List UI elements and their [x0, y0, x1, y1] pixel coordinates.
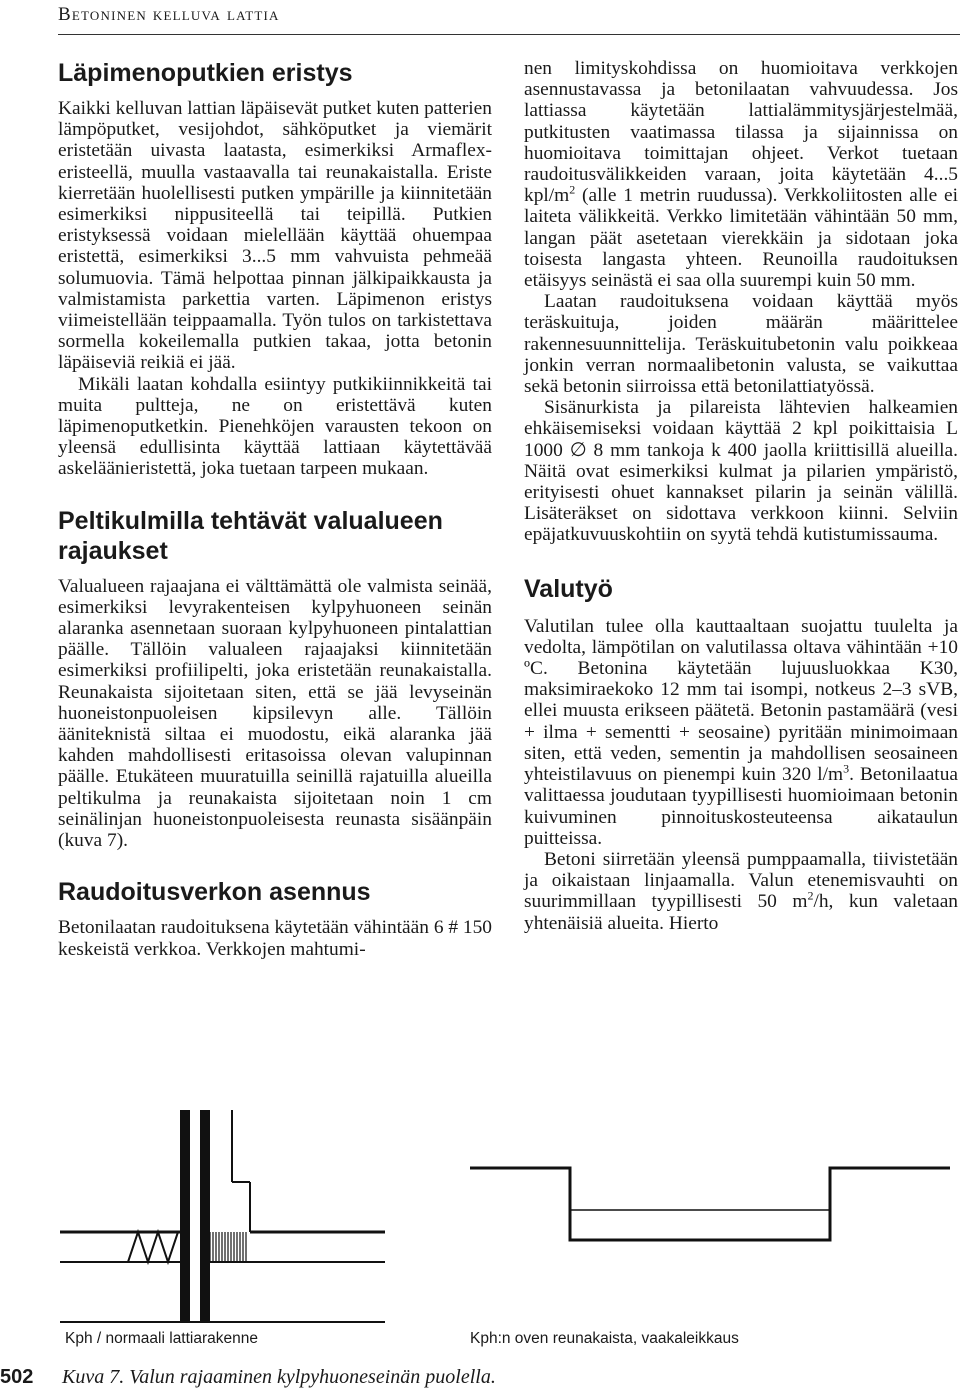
paragraph-text: nen limityskohdissa on huomioitava verkkojen asennustavassa ja betonilaatan vahvuudessa. Jos lattiassa käytetään lattialämmitysjärjestelmää, putkitusten vaatimassa tilassa ja sijainnissa on huomioitava toimittajan ohjeet. Verkot tuetaan raudoitusvälikkeiden varaan, joita käytetään 4...5 kpl/m: [524, 58, 958, 207]
superscript: 2: [807, 888, 814, 903]
right-column: [524, 58, 958, 934]
superscript: 3: [843, 761, 850, 776]
running-head: Betoninen kelluva lattia: [58, 4, 280, 25]
insulation-zigzag: [128, 1232, 178, 1262]
paragraph-text: Valutilan tulee olla kauttaaltaan suojattu tuulelta ja vedolta, lämpötilan on valutilassa oltava vähintään +10 ºC. Betonina käytetään lujuusluokkaa K30, maksimiraekoko 12 mm tai isompi, notkeus 2–3 sVB, ellei muusta erikseen päätetä. Betonin pastamäärä (vesi + ilma + sementti + seosaine) pyritään minimoimaan siten, että veden, sementin ja mahdollisen seosaineen yhteistilavuus on pienempi kuin 320 l/m: [524, 615, 958, 786]
superscript: 2: [569, 182, 576, 197]
paragraph: Sisänurkista ja pilareista lähtevien halkeamien ehkäisemiseksi voidaan käyttää 2 kpl poikittaisia L 1000 ∅ 8 mm tankoja k 400 jaolla kriittisillä alueilla. Näitä ovat esimerkiksi kulmat ja pilarien ympäristö, erityisesti ohuet kannakset pilarin ja seinän välillä. Lisäteräkset on sidottava verkkoon kiinni. Selviin epäjatkuvuuskohtiin on syytä tehdä kutistumissauma.: [524, 397, 958, 546]
left-column: [58, 58, 492, 960]
paragraph: [524, 849, 958, 934]
paragraph: Kaikki kelluvan lattian läpäisevät putket kuten patterien lämpöputket, vesijohdot, sähköputket ja viemärit eristetään uivasta laatasta, esimerkiksi Armaflex-eristeellä, muulla vastaavalla tai reunakaistalla. Eriste kierretään huolellisesti putken ympärille ja kiinnitetään esimerkiksi nippusiteellä tai teipillä. Putkien eristyksessä voidaan mielellään käyttää ohuempaa eristettä, esimerkiksi 3...5 mm vahvuista pehmeää solumuovia. Tämä helpottaa pinnan jälkipaikkausta ja valmistamista parkettia varten. Läpimenon eristys viimeistellään teippaamalla. Työn tulos on tarkistettava sormella kokeilemalla putkien takaa, jotta betonin läpäiseviä reikiä ei jää.: [58, 98, 492, 374]
paragraph: Mikäli laatan kohdalla esiintyy putkikiinnikkeitä tai muita pultteja, ne on eristettävä kuten läpimenoputketkin. Pienehköjen varausten tekoon on yleensä edullisinta käyttää lattiaan käytettävää askeläänieristettä, joka tuetaan tarpeen mukaan.: [58, 373, 492, 480]
wall-section: [180, 1110, 190, 1322]
right-detail-drawing: [470, 1168, 950, 1240]
section-title-raudoitusverkon-asennus: Raudoitusverkon asennus: [58, 878, 371, 907]
figure-7: [0, 1090, 960, 1350]
paragraph: [524, 616, 958, 849]
section-title-valutyo: Valutyö: [524, 574, 613, 603]
paragraph: [524, 58, 958, 291]
figure-label-left: Kph / normaali lattiarakenne: [65, 1330, 259, 1347]
paragraph: Laatan raudoituksena voidaan käyttää myös teräskuituja, joiden määrän määrittelee rakennesuunnittelija. Teräskuitubetonin valu poikkeaa jonkin verran normaalibetonin valusta, se vaikuttaa sekä betonin siirroissa että betonilattiatyössä.: [524, 291, 958, 398]
paragraph-text: . Betonilaatua valittaessa joudutaan tyypillisesti huomioimaan betonin kuivuminen pinnoituskosteuteensa aikataulun puitteissa.: [524, 764, 958, 849]
paragraph-text: (alle 1 metrin ruudussa). Verkkoliitosten alle ei laiteta välikkeitä. Verkko limitetään vähintään 50 mm, langan päät asetetaan vierekkäin ja sidotaan joka toisesta langasta yhteen. Reunoilla raudoituksen etäisyys seinästä ei saa olla suurempi kuin 50 mm.: [524, 185, 958, 292]
paragraph: Betonilaatan raudoituksena käytetään vähintään 6 # 150 keskeistä verkkoa. Verkkojen mahtumi-: [58, 917, 492, 960]
page-number: 502: [0, 1366, 34, 1388]
wall-section: [200, 1110, 210, 1322]
paragraph-text: /h, kun valetaan yhtenäisiä alueita. Hierto: [524, 891, 959, 934]
paragraph-text: Betoni siirretään yleensä pumppaamalla, tiivistetään ja oikaistaan linjaamalla. Valun etenemisvauhti on suurimmillaan tyypillisesti 50 m: [524, 848, 958, 913]
left-detail-drawing: [60, 1110, 385, 1322]
header-rule: [58, 34, 960, 35]
paragraph: Valualueen rajaajana ei välttämättä ole valmista seinää, esimerkiksi levyrakenteisen kylpyhuoneen seinän alaranka asennetaan suoraan kylpyhuoneen pintalattian päälle. Tällöin valualeen rajaajaksi kiinnitetään esimerkiksi profiilipelti, joka eristetään reunakaistalla. Reunakaista sijoitetaan siten, että se jää levyseinän huoneistonpuoleisen kipsilevyn alle. Tällöin ääniteknistä siltaa ei muodostu, eikä alaranka jää kahden mahdollisesti eritasoissa olevan valupinnan päälle. Etukäteen muuratuilla seinillä rajatuilla alueilla peltikulma ja reunakaista sijoitetaan noin 1 cm seinälinjan huoneistonpuoleisesta reunasta sisäänpäin (kuva 7).: [58, 575, 492, 852]
figure-drawing: [0, 1090, 960, 1350]
slab-hatching: [210, 1232, 246, 1262]
door-profile-line: [470, 1168, 950, 1240]
figure-caption: Kuva 7. Valun rajaaminen kylpyhuoneseinän puolella.: [62, 1366, 496, 1388]
figure-label-right: Kph:n oven reunakaista, vaakaleikkaus: [470, 1330, 739, 1347]
section-title-lapimenoputkien-eristys: Läpimenoputkien eristys: [58, 59, 353, 87]
section-title-peltikulmilla: Peltikulmilla tehtävät valualueen rajaukset: [58, 506, 443, 565]
